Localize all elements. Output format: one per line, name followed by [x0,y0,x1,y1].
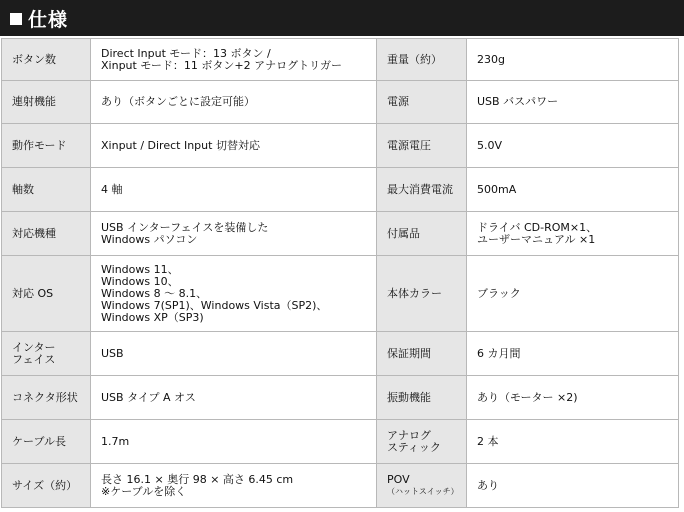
spec-value: USB タイプ A オス [91,376,377,420]
spec-value: ブラック [467,256,679,332]
spec-value: 6 カ月間 [467,332,679,376]
spec-label: 保証期間 [377,332,467,376]
spec-label: 対応機種 [2,212,91,256]
spec-value: 5.0V [467,124,679,168]
spec-label: 動作モード [2,124,91,168]
table-row [2,256,679,332]
spec-label: ボタン数 [2,39,91,81]
spec-label-cell [377,464,467,508]
spec-label: ケーブル長 [2,420,91,464]
spec-value: あり（ボタンごとに設定可能） [91,81,377,124]
spec-value: 2 本 [467,420,679,464]
spec-label: インター フェイス [2,332,91,376]
spec-value: 4 軸 [91,168,377,212]
spec-value: 長さ 16.1 × 奥行 98 × 高さ 6.45 cm ※ケーブルを除く [91,464,377,508]
spec-label: サイズ（約） [2,464,91,508]
spec-value: USB インターフェイスを装備した Windows パソコン [91,212,377,256]
spec-label: 対応 OS [2,256,91,332]
spec-label: 本体カラー [377,256,467,332]
table-row [2,212,679,256]
table-row [2,81,679,124]
spec-value: Windows 11、 Windows 10、 Windows 8 ～ 8.1、 Windows 7(SP1)、Windows Vista（SP2)、 Windows XP（SP3) [91,256,377,332]
spec-value: あり（モーター ×2) [467,376,679,420]
spec-label: 最大消費電流 [377,168,467,212]
spec-value: 500mA [467,168,679,212]
spec-value: ドライバ CD-ROM×1、 ユーザーマニュアル ×1 [467,212,679,256]
table-row [2,464,679,508]
table-row [2,39,679,81]
table-row [2,124,679,168]
spec-value: USB [91,332,377,376]
spec-header [0,0,684,36]
spec-label: アナログ スティック [377,420,467,464]
spec-label: 電源電圧 [377,124,467,168]
table-row [2,420,679,464]
spec-value: 230g [467,39,679,81]
table-row [2,332,679,376]
spec-label: 電源 [377,81,467,124]
spec-label-note: （ハットスイッチ） [387,487,459,496]
spec-table [1,38,679,508]
spec-title: 仕様 [28,8,69,31]
spec-label: 付属品 [377,212,467,256]
table-row [2,168,679,212]
spec-label: 重量（約） [377,39,467,81]
table-row [2,376,679,420]
spec-label: POV [387,473,410,486]
spec-label: 連射機能 [2,81,91,124]
spec-value: 1.7m [91,420,377,464]
spec-value: Xinput / Direct Input 切替対応 [91,124,377,168]
spec-value: あり [467,464,679,508]
spec-label: 軸数 [2,168,91,212]
spec-label: コネクタ形状 [2,376,91,420]
square-bullet-icon [10,13,22,25]
spec-label: 振動機能 [377,376,467,420]
spec-value: USB バスパワー [467,81,679,124]
spec-value: Direct Input モード：13 ボタン / Xinput モード：11 ボタン+2 アナログトリガー [91,39,377,81]
